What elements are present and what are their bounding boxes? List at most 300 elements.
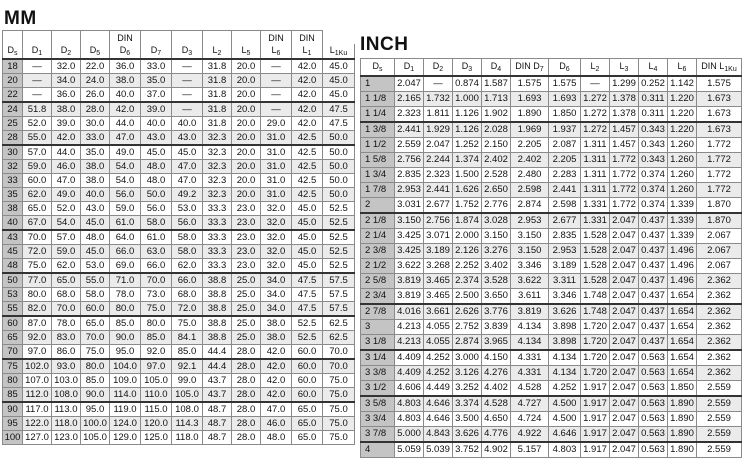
- value-cell: 61.0: [141, 230, 172, 245]
- value-cell: 47.0: [110, 131, 141, 146]
- value-cell: 2.362: [697, 335, 742, 351]
- table-row: [361, 213, 742, 229]
- value-cell: 1.654: [668, 320, 697, 335]
- value-cell: 3.189: [549, 259, 581, 274]
- value-cell: 5.039: [424, 442, 453, 458]
- value-cell: 38.8: [203, 273, 232, 288]
- value-cell: 1.331: [581, 198, 610, 214]
- value-cell: 85.0: [141, 331, 172, 345]
- size-cell: 24: [3, 102, 23, 117]
- value-cell: 85.0: [81, 374, 110, 388]
- size-cell: 4: [361, 442, 395, 458]
- value-cell: 20.0: [232, 174, 261, 188]
- header-base: D: [31, 45, 39, 55]
- value-cell: 40.0: [141, 117, 172, 131]
- value-cell: 4.646: [549, 427, 581, 443]
- value-cell: 0.343: [639, 138, 668, 153]
- value-cell: 0.563: [639, 350, 668, 366]
- value-cell: 0.374: [639, 183, 668, 198]
- table-row: [3, 202, 355, 216]
- value-cell: 4.776: [482, 427, 511, 443]
- value-cell: 2.047: [610, 350, 639, 366]
- value-cell: 31.8: [203, 117, 232, 131]
- header-subscript: 2: [67, 50, 72, 57]
- value-cell: 1.811: [424, 107, 453, 123]
- value-cell: 2.874: [453, 335, 482, 351]
- value-cell: 42.0: [261, 359, 292, 374]
- value-cell: 1.528: [581, 229, 610, 244]
- value-cell: 1.917: [581, 396, 610, 412]
- value-cell: 4.724: [511, 412, 549, 427]
- column-group-label: [203, 31, 232, 45]
- table-row: [361, 244, 742, 259]
- value-cell: 2.362: [697, 350, 742, 366]
- value-cell: 31.0: [261, 131, 292, 146]
- value-cell: 55.0: [81, 273, 110, 288]
- value-cell: 2.953: [511, 213, 549, 229]
- header-base: D: [490, 61, 498, 71]
- value-cell: 49.2: [172, 188, 203, 202]
- mm-dimension-table: [2, 30, 355, 445]
- value-cell: 33.0: [81, 131, 110, 146]
- value-cell: 0.374: [639, 168, 668, 183]
- table-row: [3, 374, 355, 388]
- value-cell: 65.0: [23, 202, 52, 216]
- header-subscript: 6: [126, 50, 131, 57]
- value-cell: 70.0: [23, 230, 52, 245]
- value-cell: 4.213: [395, 335, 424, 351]
- value-cell: —: [23, 59, 52, 74]
- column-group-label: [52, 31, 81, 45]
- value-cell: 50.0: [323, 145, 355, 160]
- value-cell: 1.457: [610, 138, 639, 153]
- size-cell: 30: [3, 145, 23, 160]
- column-group-label: DIN: [292, 31, 323, 45]
- value-cell: 42.5: [292, 160, 323, 174]
- value-cell: 92.0: [141, 345, 172, 360]
- value-cell: 78.0: [110, 288, 141, 302]
- value-cell: 25.0: [232, 331, 261, 345]
- size-cell: 22: [3, 88, 23, 103]
- value-cell: 4.606: [395, 381, 424, 397]
- table-row: [361, 442, 742, 458]
- value-cell: 2.835: [549, 229, 581, 244]
- value-cell: 4.843: [424, 427, 453, 443]
- value-cell: 40.0: [172, 117, 203, 131]
- value-cell: 20.0: [232, 188, 261, 202]
- header-base: D: [60, 45, 68, 55]
- value-cell: 39.0: [52, 117, 81, 131]
- value-cell: 26.0: [81, 88, 110, 103]
- value-cell: 25.0: [232, 302, 261, 317]
- value-cell: 1.772: [697, 168, 742, 183]
- value-cell: 43.7: [203, 374, 232, 388]
- value-cell: 33.3: [203, 259, 232, 274]
- value-cell: 1.626: [453, 183, 482, 198]
- value-cell: 47.5: [323, 117, 355, 131]
- value-cell: 4.902: [482, 442, 511, 458]
- value-cell: 2.835: [395, 168, 424, 183]
- value-cell: 2.677: [424, 198, 453, 214]
- value-cell: 58.0: [81, 288, 110, 302]
- table-row: [3, 302, 355, 317]
- size-cell: 1 7/8: [361, 183, 395, 198]
- value-cell: 2.559: [697, 427, 742, 443]
- size-cell: 3 1/2: [361, 381, 395, 397]
- value-cell: 1.772: [610, 153, 639, 168]
- value-cell: 38.8: [203, 316, 232, 331]
- column-header: [292, 44, 323, 59]
- value-cell: 5.000: [395, 427, 424, 443]
- value-cell: 71.0: [110, 273, 141, 288]
- value-cell: 59.0: [52, 245, 81, 259]
- value-cell: 45.0: [323, 59, 355, 74]
- value-cell: 57.5: [323, 273, 355, 288]
- value-cell: 2.205: [549, 153, 581, 168]
- value-cell: 2.047: [610, 381, 639, 397]
- column-group-label: [232, 31, 261, 45]
- value-cell: 4.331: [511, 366, 549, 381]
- value-cell: —: [424, 76, 453, 92]
- value-cell: 32.3: [203, 131, 232, 146]
- value-cell: 1.772: [610, 183, 639, 198]
- value-cell: 39.0: [141, 102, 172, 117]
- value-cell: 65.0: [292, 402, 323, 417]
- table-row: [3, 88, 355, 103]
- value-cell: —: [261, 88, 292, 103]
- value-cell: 108.0: [172, 402, 203, 417]
- value-cell: 122.0: [23, 417, 52, 431]
- size-cell: 1 1/4: [361, 107, 395, 123]
- table-row: [361, 107, 742, 123]
- value-cell: 2.402: [511, 153, 549, 168]
- value-cell: —: [23, 74, 52, 88]
- value-cell: 47.0: [261, 402, 292, 417]
- value-cell: 1.890: [668, 427, 697, 443]
- header-subscript: 6: [682, 66, 687, 73]
- header-subscript: 4: [497, 66, 502, 73]
- value-cell: 44.0: [110, 117, 141, 131]
- value-cell: 2.028: [482, 122, 511, 138]
- value-cell: 25.0: [232, 316, 261, 331]
- header-base: L: [241, 45, 247, 55]
- value-cell: 1.937: [549, 122, 581, 138]
- value-cell: 38.0: [261, 331, 292, 345]
- value-cell: 4.252: [424, 366, 453, 381]
- value-cell: 84.1: [172, 331, 203, 345]
- column-header: [668, 59, 697, 77]
- value-cell: 66.0: [172, 273, 203, 288]
- value-cell: 1.902: [482, 107, 511, 123]
- value-cell: 2.598: [511, 183, 549, 198]
- value-cell: 99.0: [172, 374, 203, 388]
- header-subscript: 3: [624, 66, 629, 73]
- column-header: [141, 44, 172, 59]
- value-cell: 1.772: [610, 168, 639, 183]
- value-cell: 40.0: [110, 88, 141, 103]
- value-cell: 0.563: [639, 412, 668, 427]
- value-cell: 93.0: [52, 359, 81, 374]
- value-cell: 31.0: [261, 145, 292, 160]
- value-cell: 1.693: [549, 92, 581, 107]
- value-cell: 44.4: [203, 345, 232, 360]
- value-cell: 0.437: [639, 229, 668, 244]
- value-cell: 67.0: [23, 216, 52, 231]
- value-cell: 28.0: [232, 388, 261, 403]
- value-cell: 1.732: [424, 92, 453, 107]
- value-cell: 32.0: [52, 59, 81, 74]
- value-cell: 0.437: [639, 320, 668, 335]
- value-cell: 1.311: [581, 183, 610, 198]
- size-cell: 3: [361, 320, 395, 335]
- value-cell: 65.0: [81, 316, 110, 331]
- header-subscript: 1Ku: [724, 66, 737, 73]
- value-cell: 4.650: [482, 412, 511, 427]
- value-cell: 3.819: [511, 304, 549, 320]
- table-row: [361, 304, 742, 320]
- value-cell: 36.0: [52, 88, 81, 103]
- value-cell: 82.0: [23, 302, 52, 317]
- value-cell: 60.0: [292, 374, 323, 388]
- value-cell: 0.437: [639, 259, 668, 274]
- value-cell: 75.0: [323, 417, 355, 431]
- value-cell: 46.0: [261, 417, 292, 431]
- value-cell: 1.331: [581, 213, 610, 229]
- value-cell: 52.0: [23, 117, 52, 131]
- value-cell: 53.0: [81, 259, 110, 274]
- value-cell: 83.0: [52, 331, 81, 345]
- size-cell: 1 3/4: [361, 168, 395, 183]
- value-cell: 3.031: [395, 198, 424, 214]
- value-cell: 1.654: [668, 304, 697, 320]
- value-cell: 4.331: [511, 350, 549, 366]
- column-group-label: DIN: [261, 31, 292, 45]
- value-cell: 2.067: [697, 229, 742, 244]
- value-cell: 2.953: [395, 183, 424, 198]
- table-row: [361, 122, 742, 138]
- header-subscript: 5: [96, 50, 101, 57]
- value-cell: 1.575: [549, 76, 581, 92]
- value-cell: 2.047: [610, 335, 639, 351]
- value-cell: 68.0: [52, 288, 81, 302]
- value-cell: 70.0: [323, 359, 355, 374]
- value-cell: 58.0: [172, 230, 203, 245]
- value-cell: 1.496: [668, 259, 697, 274]
- table-row: [361, 92, 742, 107]
- value-cell: 70.0: [141, 273, 172, 288]
- value-cell: 2.067: [697, 244, 742, 259]
- value-cell: 56.0: [172, 216, 203, 231]
- value-cell: 3.611: [511, 289, 549, 305]
- value-cell: 38.8: [203, 331, 232, 345]
- value-cell: 31.0: [261, 160, 292, 174]
- value-cell: 2.047: [610, 366, 639, 381]
- value-cell: 114.0: [110, 388, 141, 403]
- value-cell: 2.559: [697, 396, 742, 412]
- value-cell: 1.374: [453, 153, 482, 168]
- header-base: D: [432, 61, 440, 71]
- inch-section-title: INCH: [360, 34, 409, 55]
- value-cell: 31.8: [203, 59, 232, 74]
- size-cell: 100: [3, 431, 23, 445]
- value-cell: 127.0: [23, 431, 52, 445]
- value-cell: 72.0: [172, 302, 203, 317]
- value-cell: 4.252: [424, 350, 453, 366]
- value-cell: 4.803: [549, 442, 581, 458]
- value-cell: 60.0: [292, 359, 323, 374]
- value-cell: 2.953: [549, 244, 581, 259]
- value-cell: 48.0: [81, 230, 110, 245]
- value-cell: 1.311: [581, 168, 610, 183]
- value-cell: 52.5: [323, 230, 355, 245]
- value-cell: 1.748: [581, 304, 610, 320]
- value-cell: 3.268: [424, 259, 453, 274]
- value-cell: 3.528: [482, 274, 511, 289]
- value-cell: 32.0: [261, 245, 292, 259]
- value-cell: 85.0: [172, 345, 203, 360]
- value-cell: 3.465: [424, 289, 453, 305]
- value-cell: 40.0: [81, 188, 110, 202]
- column-header: [697, 59, 742, 77]
- value-cell: 3.425: [395, 229, 424, 244]
- value-cell: 80.0: [23, 288, 52, 302]
- value-cell: 77.0: [23, 273, 52, 288]
- value-cell: 38.0: [52, 102, 81, 117]
- value-cell: 50.0: [323, 188, 355, 202]
- value-cell: 2.047: [610, 396, 639, 412]
- value-cell: 23.0: [232, 230, 261, 245]
- column-header: [261, 44, 292, 59]
- value-cell: 2.244: [424, 153, 453, 168]
- value-cell: 52.5: [323, 202, 355, 216]
- header-base: L: [590, 61, 596, 71]
- value-cell: 3.819: [395, 274, 424, 289]
- value-cell: 45.0: [292, 245, 323, 259]
- value-cell: 3.126: [453, 366, 482, 381]
- value-cell: 85.0: [110, 316, 141, 331]
- value-cell: 38.8: [203, 288, 232, 302]
- header-subscript: 3: [468, 66, 473, 73]
- column-header: [610, 59, 639, 77]
- column-header: [395, 59, 424, 77]
- column-header: [549, 59, 581, 77]
- value-cell: 42.0: [292, 74, 323, 88]
- column-header: [482, 59, 511, 77]
- value-cell: 2.047: [610, 427, 639, 443]
- value-cell: 45.0: [292, 202, 323, 216]
- size-cell: 20: [3, 74, 23, 88]
- value-cell: 0.437: [639, 304, 668, 320]
- table-row: [3, 431, 355, 445]
- value-cell: 118.0: [52, 417, 81, 431]
- value-cell: 23.0: [232, 245, 261, 259]
- value-cell: 80.0: [110, 302, 141, 317]
- value-cell: 60.0: [81, 302, 110, 317]
- size-cell: 3 1/8: [361, 335, 395, 351]
- value-cell: 75.0: [323, 431, 355, 445]
- value-cell: 57.0: [23, 145, 52, 160]
- value-cell: 32.0: [261, 259, 292, 274]
- value-cell: 2.598: [549, 198, 581, 214]
- value-cell: 104.0: [110, 359, 141, 374]
- value-cell: 1.654: [668, 289, 697, 305]
- value-cell: 1.587: [482, 76, 511, 92]
- size-cell: 32: [3, 160, 23, 174]
- value-cell: 4.500: [549, 412, 581, 427]
- value-cell: 2.362: [697, 289, 742, 305]
- value-cell: 1.917: [581, 442, 610, 458]
- value-cell: 2.047: [610, 320, 639, 335]
- size-cell: 55: [3, 302, 23, 317]
- value-cell: 3.839: [482, 320, 511, 335]
- value-cell: 1.917: [581, 412, 610, 427]
- column-group-label: [3, 31, 23, 45]
- table-row: [361, 153, 742, 168]
- value-cell: 58.0: [172, 245, 203, 259]
- value-cell: 4.727: [511, 396, 549, 412]
- table-row: [361, 168, 742, 183]
- value-cell: 54.0: [110, 174, 141, 188]
- value-cell: 119.0: [110, 402, 141, 417]
- value-cell: 1.272: [581, 107, 610, 123]
- column-header: [639, 59, 668, 77]
- table-row: [3, 388, 355, 403]
- value-cell: 2.047: [610, 412, 639, 427]
- value-cell: 1.126: [453, 122, 482, 138]
- value-cell: 3.150: [511, 244, 549, 259]
- value-cell: 57.5: [323, 302, 355, 317]
- value-cell: 2.441: [395, 122, 424, 138]
- size-cell: 2 3/8: [361, 244, 395, 259]
- value-cell: 3.150: [482, 229, 511, 244]
- value-cell: 42.0: [261, 388, 292, 403]
- value-cell: 48.0: [141, 160, 172, 174]
- value-cell: 65.0: [292, 431, 323, 445]
- value-cell: 1.929: [424, 122, 453, 138]
- value-cell: 1.339: [668, 229, 697, 244]
- value-cell: 1.126: [453, 107, 482, 123]
- header-subscript: 2: [595, 66, 600, 73]
- column-header: [323, 44, 355, 59]
- value-cell: 5.059: [395, 442, 424, 458]
- value-cell: 48.7: [203, 417, 232, 431]
- value-cell: 50.0: [141, 188, 172, 202]
- value-cell: 1.378: [610, 92, 639, 107]
- table-row: [361, 335, 742, 351]
- value-cell: 92.0: [23, 331, 52, 345]
- value-cell: 31.8: [203, 102, 232, 117]
- value-cell: 57.0: [52, 230, 81, 245]
- value-cell: 4.646: [424, 396, 453, 412]
- value-cell: 30.0: [81, 117, 110, 131]
- value-cell: —: [23, 88, 52, 103]
- value-cell: 42.0: [292, 59, 323, 74]
- value-cell: 110.0: [141, 388, 172, 403]
- value-cell: 2.874: [511, 198, 549, 214]
- value-cell: 114.3: [172, 417, 203, 431]
- value-cell: 22.0: [81, 59, 110, 74]
- value-cell: 38.8: [203, 302, 232, 317]
- value-cell: 4.055: [424, 335, 453, 351]
- value-cell: 4.055: [424, 320, 453, 335]
- value-cell: 1.870: [697, 198, 742, 214]
- value-cell: 4.528: [511, 381, 549, 397]
- value-cell: 42.0: [261, 374, 292, 388]
- value-cell: 65.0: [292, 417, 323, 431]
- size-cell: 3 3/4: [361, 412, 395, 427]
- value-cell: 20.0: [232, 88, 261, 103]
- value-cell: 4.500: [549, 396, 581, 412]
